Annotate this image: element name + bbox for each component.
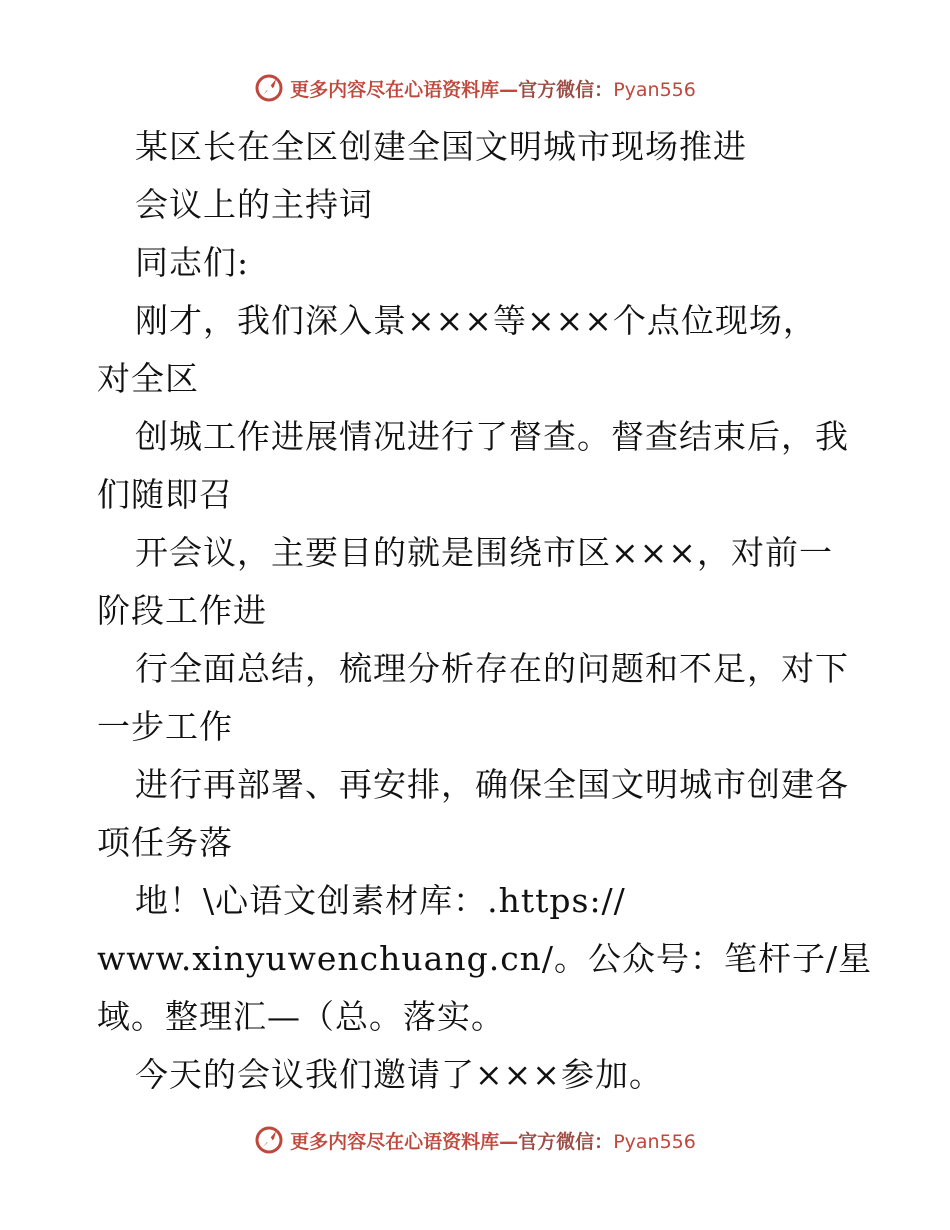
- watermark-text: 更多内容尽在心语资料库—官方微信：Pyan556: [290, 1130, 696, 1153]
- paragraph-line: 们随即召: [97, 475, 233, 514]
- url-line: www.xinyuwenchuang.cn/。公众号：笔杆子/星: [97, 939, 873, 978]
- title-line-2: 会议上的主持词: [135, 185, 373, 224]
- footer-watermark: [0, 1120, 950, 1160]
- paragraph-line: 进行再部署、再安排，确保全国文明城市创建各: [135, 765, 849, 804]
- quill-logo-icon: [254, 73, 284, 103]
- paragraph-line: 今天的会议我们邀请了×××参加。: [135, 1055, 663, 1094]
- title-line-1: 某区长在全区创建全国文明城市现场推进: [135, 127, 747, 166]
- paragraph-line: 刚才，我们深入景×××等×××个点位现场，: [135, 301, 817, 340]
- paragraph-line: 创城工作进展情况进行了督查。督查结束后，我: [135, 417, 849, 456]
- paragraph-line: 地！\心语文创素材库：.https://: [135, 881, 626, 920]
- paragraph-line: 一步工作: [97, 707, 233, 746]
- paragraph-line: 项任务落: [97, 823, 233, 862]
- paragraph-line: 阶段工作进: [97, 591, 267, 630]
- header-watermark: [0, 68, 950, 108]
- salutation: 同志们:: [135, 243, 250, 282]
- document-body: [97, 118, 897, 1104]
- watermark-text: 更多内容尽在心语资料库—官方微信：Pyan556: [290, 78, 696, 101]
- paragraph-line: 开会议，主要目的就是围绕市区×××，对前一: [135, 533, 833, 572]
- paragraph-line: 行全面总结，梳理分析存在的问题和不足，对下: [135, 649, 849, 688]
- paragraph-line: 域。整理汇—（总。落实。: [97, 997, 505, 1036]
- quill-logo-icon: [254, 1125, 284, 1155]
- paragraph-line: 对全区: [97, 359, 199, 398]
